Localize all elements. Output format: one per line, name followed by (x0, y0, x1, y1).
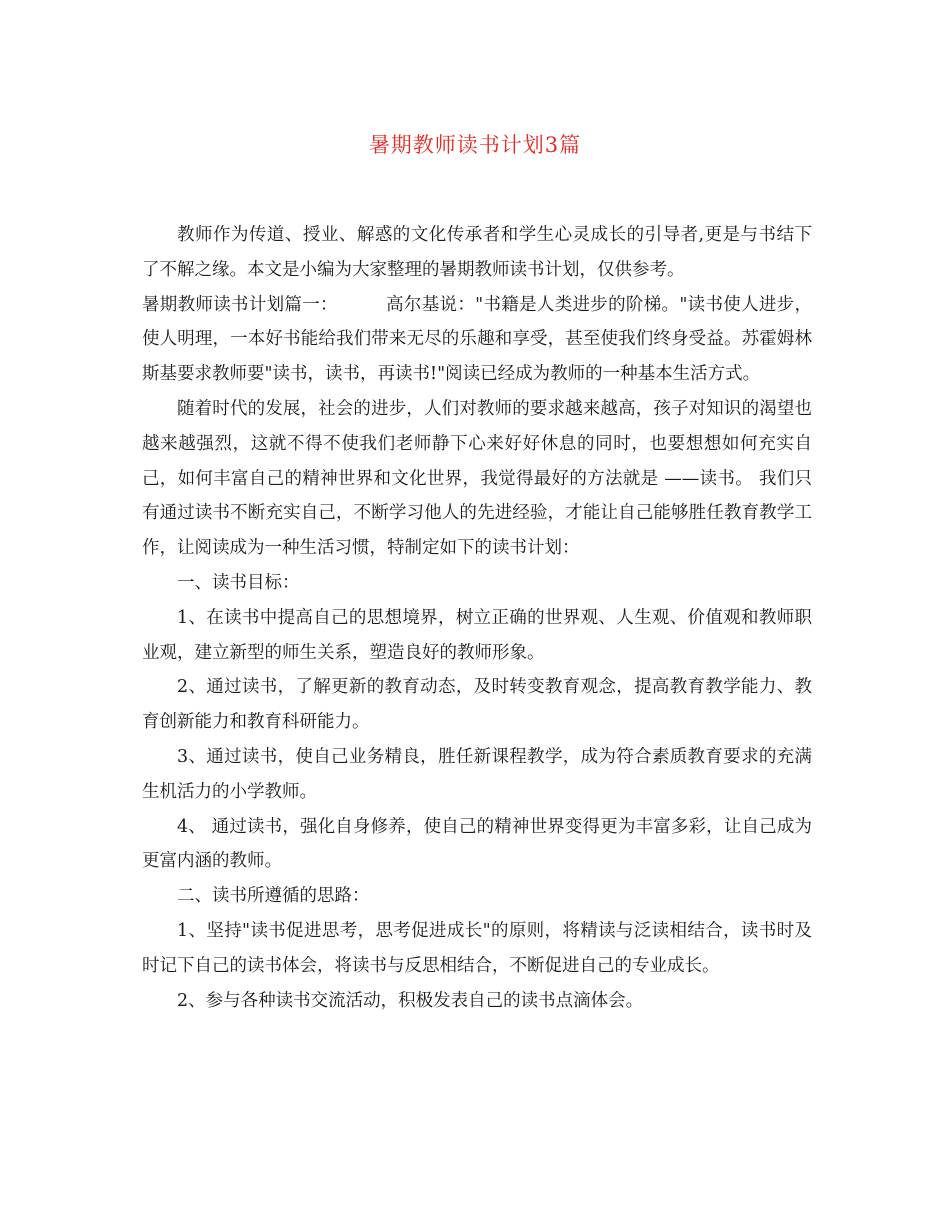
approach-item-1: 1、坚持"读书促进思考，思考促进成长"的原则，将精读与泛读相结合，读书时及时记下自己的读书体会，将读书与反思相结合，不断促进自己的专业成长。 (142, 920, 812, 976)
approach-item-2: 2、参与各种读书交流活动，积极发表自己的读书点滴体会。 (177, 990, 644, 1011)
goal-item-2: 2、通过读书，了解更新的教育动态，及时转变教育观念，提高教育教学能力、教育创新能力和教育科研能力。 (142, 677, 812, 733)
section-one-paragraph (142, 288, 812, 392)
section-one-text: 高尔基说："书籍是人类进步的阶梯。"读书使人进步，使人明理，一本好书能给我们带来无尽的乐趣和享受，甚至使我们终身受益。苏霍姆林斯基要求教师要"读书，读书，再读书!"阅读已经成为教师的一种基本生活方式。 (142, 294, 812, 385)
intro-paragraph: 教师作为传道、授业、解惑的文化传承者和学生心灵成长的引导者,更是与书结下了不解之缘。本文是小编为大家整理的暑期教师读书计划，仅供参考。 (142, 225, 812, 280)
context-paragraph: 随着时代的发展，社会的进步，人们对教师的要求越来越高，孩子对知识的渴望也越来越强烈，这就不得不使我们老师静下心来好好休息的同时，也要想想如何充实自己，如何丰富自己的精神世界和文化世界，我觉得最好的方法就是 ——读书。 我们只有通过读书不断充实自己，不断学习他人的先进经验，才能让自己能够胜任教育教学工作，让阅读成为一种生活习惯，特制定如下的读书计划： (142, 398, 812, 559)
goal-item-4: 4、 通过读书，强化自身修养，使自己的精神世界变得更为丰富多彩，让自己成为更富内涵的教师。 (142, 816, 812, 872)
goal-item-3: 3、通过读书，使自己业务精良，胜任新课程教学，成为符合素质教育要求的充满生机活力的小学教师。 (142, 746, 812, 802)
section-one-heading: 暑期教师读书计划篇一： (142, 294, 338, 315)
heading-reading-approach: 二、读书所遵循的思路： (177, 886, 370, 907)
goal-item-1: 1、在读书中提高自己的思想境界，树立正确的世界观、人生观、价值观和教师职业观，建立新型的师生关系，塑造良好的教师形象。 (142, 607, 812, 663)
document-body (142, 218, 812, 1018)
document-title: 暑期教师读书计划3篇 (368, 133, 582, 157)
heading-reading-goals: 一、读书目标： (177, 572, 300, 593)
